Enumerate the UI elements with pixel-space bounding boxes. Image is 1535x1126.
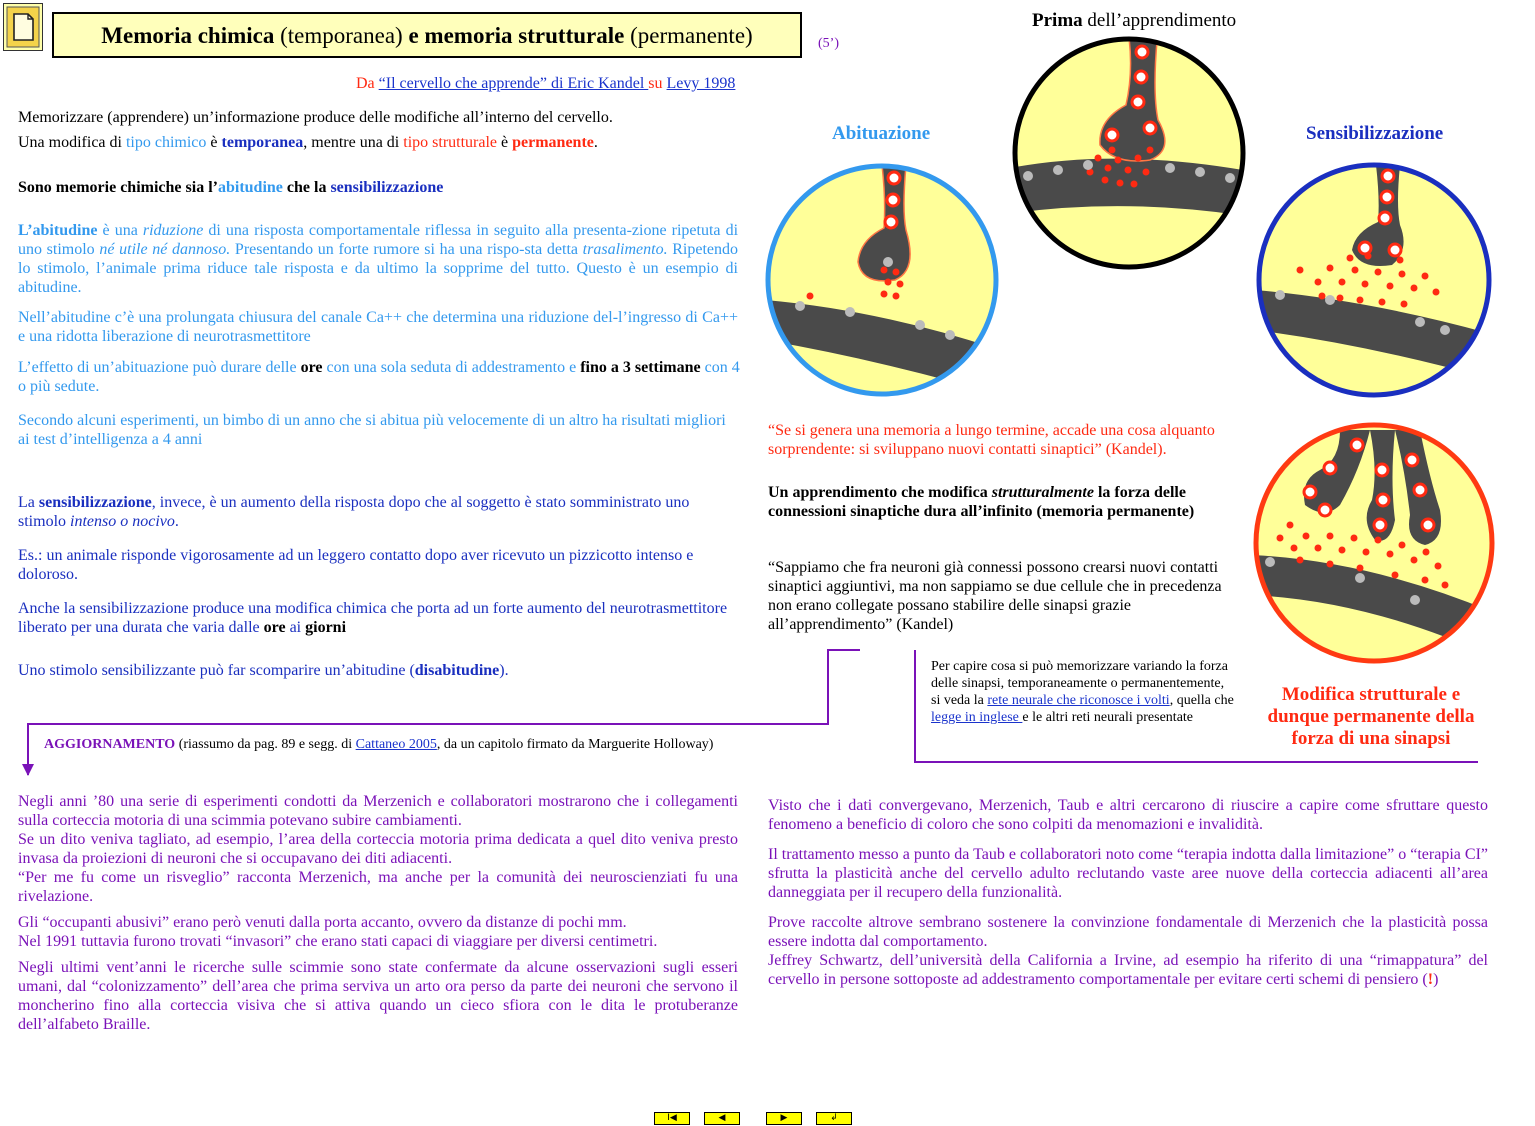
t: tipo strutturale: [403, 134, 498, 151]
t: è: [497, 134, 513, 151]
t: riduzione: [142, 222, 204, 239]
t: Jeffrey Schwartz, dell’università della California a Irvine, ad esempio ha riferito di una “rimappatura” del cervello in persone sottoposte ad addestramento comportamentale per evitare certi schemi di pensiero (: [768, 952, 1488, 988]
t: trasalimento.: [582, 241, 668, 258]
face-network-link[interactable]: rete neurale che riconosce i volti: [987, 693, 1170, 708]
t: né utile né dannoso.: [99, 241, 231, 258]
t: Per capire cosa si può memorizzare variando la forza delle sinapsi, temporaneamente o permanentemente, si veda la: [931, 659, 1228, 708]
habituation-label: Abituazione: [832, 123, 931, 144]
t: La: [18, 494, 39, 511]
t: ore: [300, 359, 323, 376]
sensitization-label: Sensibilizzazione: [1306, 123, 1444, 144]
sensitization-diagram: [1255, 165, 1495, 395]
left-bottom-p5: Nel 1991 tuttavia furono trovati “invasori” che erano stati capaci di viaggiare per diversi centimetri.: [18, 933, 658, 950]
structural-change-caption: Modifica strutturale e dunque permanente della forza di una sinapsi: [1267, 684, 1475, 749]
source-da: Da: [356, 75, 379, 92]
t: è: [206, 134, 222, 151]
t: Presentando un forte rumore si ha una rispo-sta detta: [230, 241, 583, 258]
t: temporanea: [221, 134, 304, 151]
right-bottom-p4: [768, 951, 1488, 989]
return-button[interactable]: ↲: [816, 1112, 852, 1125]
t: Uno stimolo sensibilizzante può far scomparire un’abitudine (: [18, 662, 415, 679]
t: .: [593, 134, 598, 151]
source-su: su: [648, 75, 667, 92]
neural-network-note: [931, 658, 1236, 726]
t: ore: [263, 619, 286, 636]
t: , quella che: [1169, 693, 1234, 708]
kandel-quote-1: “Se si genera una memoria a lungo termine, accade una cosa alquanto sorprendente: si sviluppano nuovi contatti sinaptici” (Kandel).: [768, 422, 1215, 458]
t: con una sola seduta di addestramento e: [322, 359, 581, 376]
kandel-quote-2: “Sappiamo che fra neuroni già connessi possono crearsi nuovi contatti sinaptici aggiuntivi, ma non sappiamo se due cellule che in precedenza non erano collegate possano stabilire delle sinapsi grazie all’apprendimento” (Kandel): [768, 559, 1222, 633]
update-label: AGGIORNAMENTO: [44, 737, 176, 752]
t: Sono memorie chimiche sia l’: [18, 179, 218, 196]
right-bottom-p2: Il trattamento messo a punto da Taub e collaboratori noto come “terapia indotta dalla limitazione” o “terapia CI” sfrutta la plasticità anche del cervello adulto reclutando vaste aree nuove della corteccia adiacenti all’area danneggiata per il recupero della funzionalità.: [768, 846, 1488, 901]
t: , da un capitolo firmato da Marguerite Holloway): [436, 737, 714, 752]
t: con 4 o più sedute.: [18, 359, 740, 395]
exclamation-mark: !: [1427, 971, 1434, 988]
title-bold-1: Memoria chimica: [101, 23, 275, 48]
t: , mentre una di: [303, 134, 404, 151]
right-bottom-p3: Prove raccolte altrove sembrano sostenere la convinzione fondamentale di Merzenich che la plasticità possa essere indotta dal comportamento.: [768, 914, 1488, 950]
t: fino a 3 settimane: [580, 359, 701, 376]
habit-paragraph-4: Secondo alcuni esperimenti, un bimbo di un anno che si abitua più velocemente di un altro ha risultati migliori ai test d’intelligenza a 4 anni: [18, 412, 726, 448]
structural-change-diagram: [1250, 425, 1500, 661]
left-bottom-p2: Se un dito veniva tagliato, ad esempio, l’area della corteccia motoria prima dedicata a quel dito veniva presto invasa da proiezioni di neuroni che si occupavano dei diti adiacenti.: [18, 831, 738, 867]
t: ai: [285, 619, 306, 636]
t: Una modifica di: [18, 134, 126, 151]
next-page-button[interactable]: ▶: [766, 1112, 802, 1125]
t: sensibilizzazione: [38, 494, 152, 511]
t: L’effetto di un’abituazione può durare delle: [18, 359, 301, 376]
left-bottom-p6: Negli ultimi vent’anni le ricerche sulle scimmie sono state confermate da alcune osservazioni sugli esseri umani, dal “colonizzamento” dell’area che prima serviva un arto ora perso da parte dei neuroni che servono il moncherino fino alla corteccia visiva che si attiva quando un cieco sfiora con le dita le protuberanze dell’alfabeto Braille.: [18, 959, 738, 1033]
left-bottom-p1: Negli anni ’80 una serie di esperimenti condotti da Merzenich e collaboratori mostrarono che i collegamenti sulla corteccia motoria di una scimmia potevano subire cambiamenti.: [18, 793, 738, 829]
habituation-diagram: [765, 165, 1000, 395]
title-bold-2: e memoria strutturale: [408, 23, 625, 48]
t: che la: [282, 179, 331, 196]
t: tipo chimico: [125, 134, 207, 151]
cattaneo-link[interactable]: Cattaneo 2005: [355, 737, 437, 752]
t: L’abitudine: [18, 222, 98, 239]
t: è una: [97, 222, 143, 239]
right-bottom-p1: Visto che i dati convergevano, Merzenich, Taub e altri cercarono di riuscire a capire come sfruttare questo fenomeno a beneficio di coloro che sono colpiti da menomazioni e invalidità.: [768, 797, 1488, 833]
left-bottom-p3: “Per me fu come un risveglio” racconta Merzenich, ma anche per la comunità dei neuroscienziati fu una rivelazione.: [18, 869, 738, 905]
intro-line-1: Memorizzare (apprendere) un’informazione produce delle modifiche all’interno del cervello.: [18, 109, 613, 126]
t: dell’apprendimento: [1082, 10, 1237, 31]
t: intenso o nocivo: [70, 513, 175, 530]
before-learning-diagram: [1000, 30, 1270, 267]
t: Ripetendo lo stimolo, l’animale prima riduce tale risposta e da ultimo la sopprime del tutto. Questo è un esempio di abitudine.: [18, 241, 739, 296]
left-bottom-text: [18, 792, 738, 1034]
previous-page-button[interactable]: ◀: [704, 1112, 740, 1125]
t: Anche la sensibilizzazione produce una modifica chimica che porta ad un forte aumento del neurotrasmettitore liberato per una durata che varia dalle: [18, 600, 728, 636]
structural-learning-statement: [768, 483, 1233, 521]
t: ): [1433, 971, 1439, 988]
t: la forza delle connessioni sinaptiche dura all’infinito (memoria permanente): [768, 484, 1195, 520]
sens-paragraph-2: Es.: un animale risponde vigorosamente ad un leggero contatto dopo aver ricevuto un pizzicotto intenso e doloroso.: [18, 547, 694, 583]
t: permanente: [512, 134, 594, 151]
t: sensibilizzazione: [330, 179, 444, 196]
habit-paragraph-2: Nell’abitudine c’è una prolungata chiusura del canale Ca++ che determina una riduzione del-l’ingresso di Ca++ e una ridotta liberazione di neurotrasmettitore: [18, 309, 738, 345]
t: strutturalmente: [991, 484, 1094, 501]
t: giorni: [305, 619, 347, 636]
t: ).: [499, 662, 509, 679]
levy-link[interactable]: Levy 1998: [666, 75, 736, 92]
english-reader-link[interactable]: legge in inglese: [931, 710, 1023, 725]
t: Un apprendimento che modifica: [768, 484, 992, 501]
left-bottom-p4: Gli “occupanti abusivi” erano però venuti dalla porta accanto, ovvero da distanze di pochi mm.: [18, 914, 627, 931]
t: disabitudine: [414, 662, 500, 679]
t: .: [174, 513, 179, 530]
book-link[interactable]: “Il cervello che apprende” di Eric Kandel: [378, 75, 649, 92]
t: abitudine: [217, 179, 283, 196]
t: Prima: [1032, 10, 1083, 31]
t: , invece, è un aumento della risposta dopo che al soggetto è stato somministrato uno stimolo: [18, 494, 690, 530]
title-normal-2: (permanente): [624, 23, 753, 48]
first-page-button[interactable]: I◀: [654, 1112, 690, 1125]
title-normal-1: (temporanea): [274, 23, 409, 48]
t: e le altri reti neurali presentate: [1022, 710, 1194, 725]
t: (riassumo da pag. 89 e segg. di: [175, 737, 356, 752]
right-bottom-text: [768, 796, 1488, 989]
duration-label: (5’): [818, 36, 839, 51]
t: di una risposta comportamentale riflessa in seguito alla presenta-zione ripetuta di uno stimolo: [18, 222, 739, 258]
